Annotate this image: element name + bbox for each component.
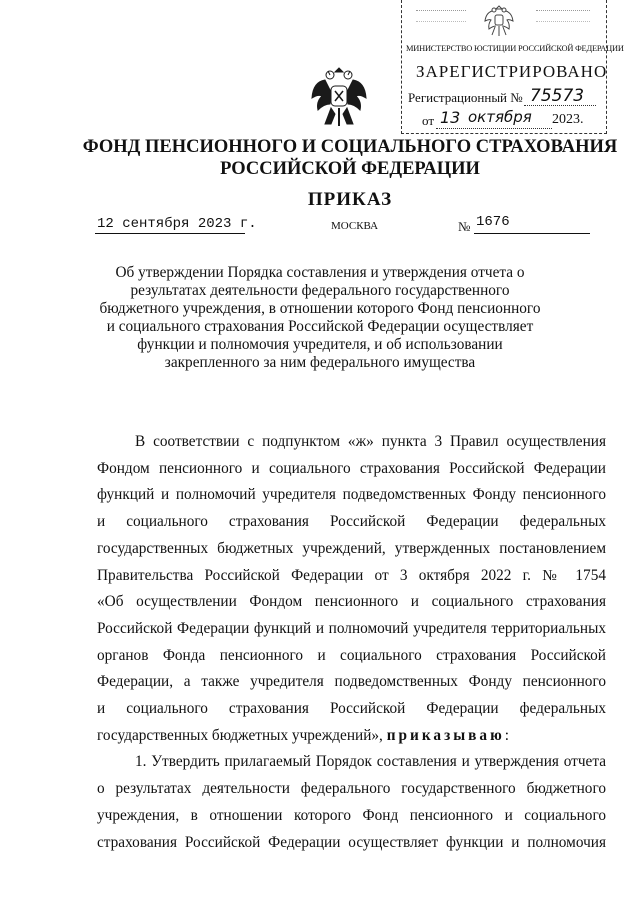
body-line-order [97, 723, 606, 750]
stamp-faded-text [536, 10, 590, 22]
subject-line: результатах деятельности федерального государственного [130, 282, 510, 299]
organization-title-line1: ФОНД ПЕНСИОННОГО И СОЦИАЛЬНОГО СТРАХОВАНИЯ [82, 137, 618, 157]
body-line: и социального страхования Российской Федерации федеральных [97, 700, 606, 718]
document-number-underline [474, 233, 590, 234]
body-line: функций и полномочий учредителя подведомственных Фонду пенсионного [97, 486, 606, 504]
stamp-ministry: МИНИСТЕРСТВО ЮСТИЦИИ РОССИЙСКОЙ ФЕДЕРАЦИИ [406, 44, 624, 53]
stamp-regnum-label: Регистрационный № [408, 90, 523, 105]
registration-stamp [401, 0, 624, 134]
body-line: Федерации, а также учредителя подведомственных Фонду пенсионного [97, 673, 606, 691]
document-date-underline [95, 233, 245, 234]
stamp-date-month: октября [468, 108, 532, 126]
document-body [97, 429, 606, 856]
document-number-sign: № [458, 219, 471, 234]
document-subject [90, 264, 550, 372]
body-line: Правительства Российской Федерации от 3 октября 2022 г. № 1754 [97, 566, 606, 584]
subject-line: и социального страхования Российской Федерации осуществляет [106, 318, 534, 335]
body-line: «Об осуществлении Фондом пенсионного и социального страхования [97, 593, 606, 611]
stamp-status: ЗАРЕГИСТРИРОВАНО [416, 62, 608, 81]
document-type: ПРИКАЗ [307, 189, 393, 210]
subject-line: бюджетного учреждения, в отношении которого Фонд пенсионного [99, 300, 541, 317]
document-number: 1676 [476, 214, 510, 230]
body-line-order-text: государственных бюджетных учреждений», [97, 726, 383, 744]
body-line: страхования Российской Федерации осуществляет функции и полномочия [97, 833, 606, 851]
organization-title [40, 136, 640, 180]
body-line: государственных бюджетных учреждений, утвержденных постановлением [97, 539, 606, 557]
stamp-date-line [436, 128, 552, 129]
organization-title-line2: РОССИЙСКОЙ ФЕДЕРАЦИИ [220, 159, 480, 179]
order-word: приказываю [386, 726, 505, 744]
body-line: В соответствии с подпунктом «ж» пункта 3 Правил осуществления [135, 433, 606, 450]
subject-line: закрепленного за ним федерального имущества [164, 354, 476, 371]
body-line: учреждения, в отношении которого Фонд пенсионного и социального [97, 806, 606, 824]
document-city: МОСКВА [331, 220, 379, 232]
body-line: о результатах деятельности федерального государственного бюджетного [97, 780, 606, 798]
stamp-faded-text [416, 10, 466, 22]
stamp-date-year: 2023. [552, 112, 584, 127]
document-date: 12 сентября 2023 г. [97, 216, 257, 232]
coat-of-arms-icon [311, 66, 367, 130]
subject-line: Об утверждении Порядка составления и утверждения отчета о [115, 264, 525, 281]
subject-line: функции и полномочия учредителя, и об использовании [137, 336, 503, 353]
stamp-regnum-value: 75573 [530, 86, 585, 106]
stamp-date-prefix: от [422, 113, 435, 128]
order-colon: : [504, 726, 510, 744]
stamp-emblem-icon [482, 2, 516, 40]
body-line: и социального страхования Российской Федерации федеральных [97, 513, 606, 531]
stamp-date-day: 13 [440, 108, 461, 127]
stamp-regnum-line [524, 105, 596, 106]
body-line: органов Фонда пенсионного и социального страхования Российской [97, 646, 606, 664]
body-line: Российской Федерации функций и полномочий учредителя территориальных [97, 619, 606, 637]
body-line: 1. Утвердить прилагаемый Порядок составления и утверждения отчета [135, 753, 606, 771]
body-line: Фондом пенсионного и социального страхования Российской Федерации [97, 459, 606, 477]
